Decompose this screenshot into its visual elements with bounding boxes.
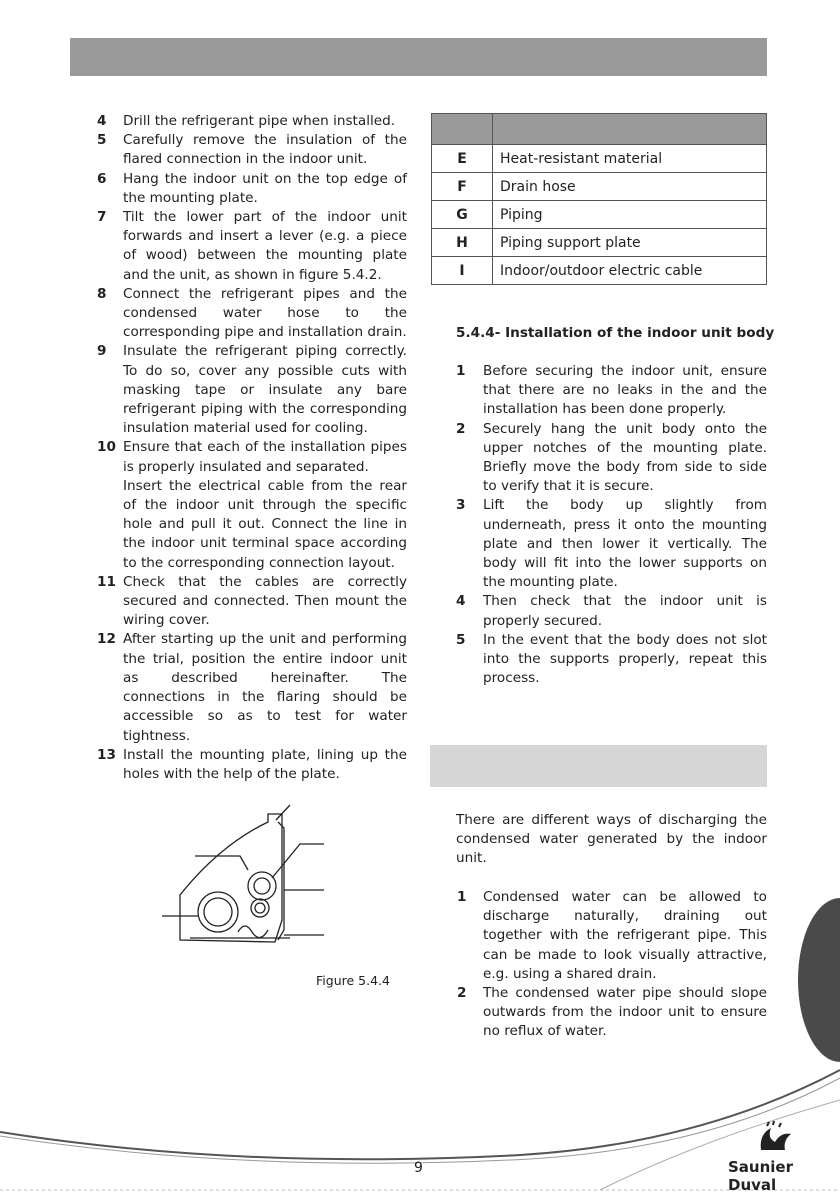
list-item xyxy=(70,112,407,131)
figure-leader-E xyxy=(195,856,248,870)
list-item xyxy=(70,170,407,208)
step-text: Install the mounting plate, lining up the holes with the help of the plate. xyxy=(123,746,407,782)
step-number: 4 xyxy=(456,593,466,610)
step-number: 5 xyxy=(456,631,466,648)
legend-desc: Heat-resistant material xyxy=(493,145,767,173)
step-number: 1 xyxy=(456,363,466,379)
step-text: After starting up the unit and performing the trial, position the entire indoor unit as described hereinafter. The connections in the flaring should be accessible so as to test for water tightness. xyxy=(123,631,407,744)
legend-code: E xyxy=(432,145,493,173)
figure-leader-G xyxy=(272,844,324,878)
brand-logo-icon xyxy=(755,1120,795,1154)
step-number: 13 xyxy=(97,746,116,763)
figure-pipe-small-2 xyxy=(251,899,269,917)
legend-code: I xyxy=(432,257,493,285)
list-item xyxy=(70,342,407,438)
step-number: 2 xyxy=(457,985,467,1002)
list-item xyxy=(70,438,407,476)
legend-code: H xyxy=(432,229,493,257)
step-number: 10 xyxy=(97,439,116,456)
step-text: Hang the indoor unit on the top edge of the mounting plate. xyxy=(123,170,407,206)
list-item xyxy=(430,496,767,592)
step-text: Insert the electrical cable from the rear of the indoor unit through the specific hole and pull it out. Connect the line in the indoor unit terminal space according to the corresponding connection layout. xyxy=(123,477,407,571)
list-item xyxy=(70,630,407,745)
step-text: Carefully remove the insulation of the flared connection in the indoor unit. xyxy=(123,132,407,168)
side-tab xyxy=(798,898,840,1062)
list-item xyxy=(70,477,407,573)
step-text: In the event that the body does not slot into the supports properly, repeat this process. xyxy=(483,631,767,687)
legend-header-code xyxy=(432,114,493,145)
step-text: Connect the refrigerant pipes and the condensed water hose to the corresponding pipe and installation drain. xyxy=(123,285,407,341)
step-text: Check that the cables are correctly secured and connected. Then mount the wiring cover. xyxy=(123,573,407,629)
figure-cable xyxy=(238,926,268,938)
step-number: 2 xyxy=(456,420,466,437)
step-number: 6 xyxy=(97,170,107,187)
step-number: 5 xyxy=(97,132,107,149)
figure-mounting-edge xyxy=(276,805,290,820)
body-installation-steps xyxy=(430,362,767,688)
installation-steps-list xyxy=(70,112,407,784)
step-text: Drill the refrigerant pipe when installed. xyxy=(123,113,396,129)
table-row xyxy=(432,201,767,229)
step-text: Condensed water can be allowed to discharge naturally, draining out together with the refrigerant pipe. This can be made to look visually attractive, e.g. using a shared drain. xyxy=(483,889,767,982)
figure-pipe-small-1 xyxy=(248,872,276,900)
step-text: Ensure that each of the installation pipes is properly insulated and separated. xyxy=(123,439,407,475)
list-item xyxy=(430,420,767,497)
figure-caption: Figure 5.4.4 xyxy=(316,973,390,988)
legend-table xyxy=(431,113,767,285)
condensed-water-steps xyxy=(430,888,767,1042)
step-text: Before securing the indoor unit, ensure that there are no leaks in the and the installation has been done properly. xyxy=(483,363,767,418)
step-number: 1 xyxy=(457,889,467,905)
step-number: 11 xyxy=(97,573,116,590)
list-item xyxy=(70,746,407,784)
step-text: The condensed water pipe should slope outwards from the indoor unit to ensure no reflux of water. xyxy=(483,985,767,1040)
figure-unit-outline xyxy=(180,814,282,942)
list-item xyxy=(430,984,767,1042)
legend-desc: Indoor/outdoor electric cable xyxy=(493,257,767,285)
legend-code: G xyxy=(432,201,493,229)
step-text: Securely hang the unit body onto the upper notches of the mounting plate. Briefly move the body from side to side to verify that it is secure. xyxy=(483,420,767,495)
legend-code: F xyxy=(432,173,493,201)
list-item xyxy=(430,888,767,984)
list-item xyxy=(430,362,767,420)
table-row xyxy=(432,173,767,201)
step-number: 4 xyxy=(97,113,107,129)
page-number: 9 xyxy=(414,1160,423,1176)
legend-desc: Drain hose xyxy=(493,173,767,201)
list-item xyxy=(70,573,407,631)
section-title: 5.4.4- Installation of the indoor unit body xyxy=(456,325,775,341)
step-number: 8 xyxy=(97,285,107,302)
step-text: Insulate the refrigerant piping correctly. To do so, cover any possible cuts with masking tape or insulate any bare refrigerant piping with the corresponding insulation material used for cooling. xyxy=(123,343,407,437)
legend-header-desc xyxy=(493,114,767,145)
step-number: 7 xyxy=(97,209,107,226)
step-number: 12 xyxy=(97,631,116,648)
list-item xyxy=(70,131,407,169)
table-row xyxy=(432,257,767,285)
list-item xyxy=(430,592,767,630)
step-text: Tilt the lower part of the indoor unit forwards and insert a lever (e.g. a piece of wood) between the mounting plate and the unit, as shown in figure 5.4.2. xyxy=(123,209,407,283)
list-item xyxy=(430,631,767,689)
brand-name: Saunier Duval xyxy=(728,1158,793,1194)
list-item xyxy=(70,208,407,285)
list-item xyxy=(70,285,407,343)
step-number: 9 xyxy=(97,343,107,360)
indoor-unit-piping-figure xyxy=(150,800,330,955)
header-bar xyxy=(70,38,767,76)
step-text: Then check that the indoor unit is properly secured. xyxy=(483,593,767,629)
legend-desc: Piping support plate xyxy=(493,229,767,257)
condensed-water-intro: There are different ways of discharging the condensed water generated by the indoor unit. xyxy=(456,812,767,867)
section-bar xyxy=(430,745,767,787)
step-text: Lift the body up slightly from underneath, press it onto the mounting plate and then lower it vertically. The body will fit into the lower supports on the mounting plate. xyxy=(483,497,767,591)
table-row xyxy=(432,229,767,257)
legend-desc: Piping xyxy=(493,201,767,229)
step-number: 3 xyxy=(456,497,466,514)
table-row xyxy=(432,145,767,173)
